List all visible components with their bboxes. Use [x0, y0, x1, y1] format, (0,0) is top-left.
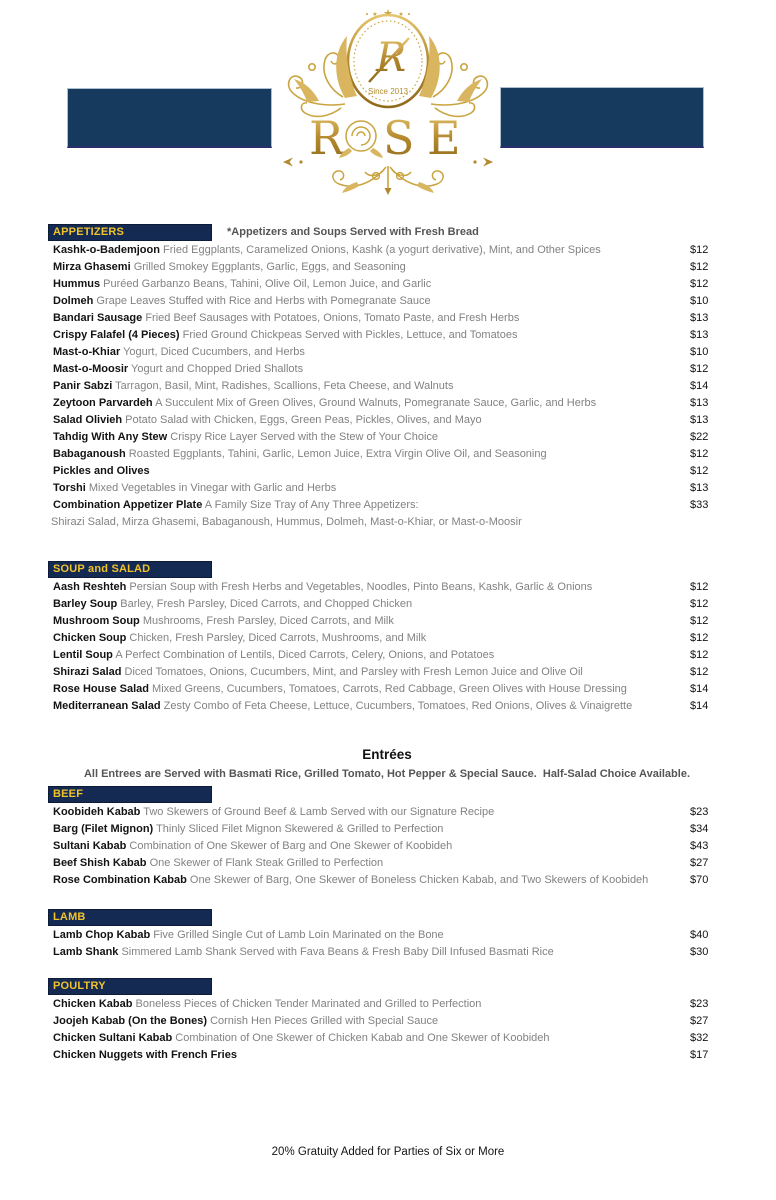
- wordmark-letter-e: E: [427, 111, 461, 165]
- menu-item-text: [48, 855, 690, 872]
- menu-item: [48, 698, 726, 715]
- menu-item-price: $27: [690, 1015, 709, 1027]
- section-beef: [48, 786, 726, 889]
- section-lamb: [48, 909, 726, 961]
- section-label: BEEF: [53, 788, 84, 800]
- menu-item-text: [48, 429, 690, 446]
- menu-item-description: Fried Beef Sausages with Potatoes, Onions, Tomato Paste, and Fresh Herbs: [142, 312, 520, 324]
- section-header-beef: [48, 786, 212, 803]
- menu-item-price: $17: [690, 1049, 709, 1061]
- menu-item: [48, 664, 726, 681]
- menu-item-description: One Skewer of Flank Steak Grilled to Perfection: [146, 857, 384, 869]
- flourish-bottom: [333, 166, 443, 195]
- menu-item-price: $10: [690, 346, 709, 358]
- menu-item-name: Sultani Kabab: [53, 840, 127, 852]
- entrees-heading: [48, 746, 726, 783]
- menu-item-text: [48, 944, 690, 961]
- appetizers-items: [48, 242, 726, 531]
- menu-item: [48, 1047, 726, 1064]
- section-header-poultry: [48, 978, 212, 995]
- menu-item-name: Chicken Sultani Kabab: [53, 1032, 173, 1044]
- soup-and-salad-items: [48, 579, 726, 715]
- menu-item-description: Grape Leaves Stuffed with Rice and Herbs with Pomegranate Sauce: [93, 295, 431, 307]
- menu-item-name: Beef Shish Kabab: [53, 857, 147, 869]
- flourish-right: [419, 36, 487, 116]
- menu-item-price: $12: [690, 649, 709, 661]
- header-right-navy-bar: [500, 87, 704, 148]
- monogram-emblem: [348, 15, 428, 107]
- menu-item-description: Fried Ground Chickpeas Served with Pickles, Lettuce, and Tomatoes: [179, 329, 518, 341]
- menu-item: [48, 1013, 726, 1030]
- menu-item: [48, 1030, 726, 1047]
- menu-item: [48, 276, 726, 293]
- wordmark-letter-r: R: [309, 111, 344, 165]
- menu-item-description: A Family Size Tray of Any Three Appetizers:: [202, 499, 419, 511]
- menu-item: [48, 327, 726, 344]
- menu-item-description: Simmered Lamb Shank Served with Fava Beans & Fresh Baby Dill Infused Basmati Rice: [118, 946, 554, 958]
- section-label: POULTRY: [53, 980, 106, 992]
- menu-item-text: [48, 613, 690, 630]
- menu-item-price: $12: [690, 632, 709, 644]
- menu-item-price: $12: [690, 244, 709, 256]
- menu-item-name: Pickles and Olives: [53, 465, 150, 477]
- section-label: SOUP and SALAD: [53, 563, 151, 575]
- menu-item-text: [48, 259, 690, 276]
- menu-item-name: Shirazi Salad: [53, 666, 122, 678]
- header-left-navy-bar: [67, 88, 272, 148]
- menu-item: [48, 647, 726, 664]
- menu-item-name: Chicken Kabab: [53, 998, 133, 1010]
- menu-item-price: $40: [690, 929, 709, 941]
- wordmark-letter-s: S: [383, 111, 415, 165]
- menu-item-description: Mixed Vegetables in Vinegar with Garlic and Herbs: [85, 482, 337, 494]
- menu-item-description: Diced Tomatoes, Onions, Cucumbers, Mint, and Parsley with Fresh Lemon Juice and Olive Oil: [121, 666, 583, 678]
- menu-item-price: $34: [690, 823, 709, 835]
- menu-item: [48, 497, 726, 514]
- menu-item-name: Babaganoush: [53, 448, 126, 460]
- menu-item-price: $12: [690, 581, 709, 593]
- menu-item-price: $13: [690, 414, 709, 426]
- menu-item-price: $12: [690, 261, 709, 273]
- menu-item-price: $30: [690, 946, 709, 958]
- menu-item-text: [48, 446, 690, 463]
- lamb-items: [48, 927, 726, 961]
- menu-item-name: Hummus: [53, 278, 101, 290]
- menu-item: [48, 579, 726, 596]
- menu-item-price: $70: [690, 874, 709, 886]
- rose-wordmark: [309, 111, 461, 165]
- menu-item-text: [48, 497, 690, 514]
- flourish-left: [289, 36, 357, 116]
- menu-item: [48, 412, 726, 429]
- menu-item-text: [48, 344, 690, 361]
- menu-item-description: Mixed Greens, Cucumbers, Tomatoes, Carrots, Red Cabbage, Green Olives with House Dressing: [148, 683, 627, 695]
- menu-item-text: [48, 1030, 690, 1047]
- menu-item-name: Panir Sabzi: [53, 380, 113, 392]
- menu-item-description: Fried Eggplants, Caramelized Onions, Kashk (a yogurt derivative), Mint, and Other Spices: [159, 244, 601, 256]
- menu-item-text: [48, 630, 690, 647]
- rose-flower-icon: [339, 121, 383, 158]
- menu-item-price: $43: [690, 840, 709, 852]
- menu-item: [48, 310, 726, 327]
- menu-item: [48, 927, 726, 944]
- menu-item-name: Torshi: [53, 482, 86, 494]
- menu-item-text: [48, 872, 690, 889]
- menu-item-description: One Skewer of Barg, One Skewer of Boneless Chicken Kabab, and Two Skewers of Koobideh: [186, 874, 649, 886]
- menu-item-text: [48, 395, 690, 412]
- menu-item-description: Roasted Eggplants, Tahini, Garlic, Lemon Juice, Extra Virgin Olive Oil, and Seasoning: [125, 448, 547, 460]
- menu-item-price: $32: [690, 1032, 709, 1044]
- menu-item-description: Chicken, Fresh Parsley, Diced Carrots, Mushrooms, and Milk: [126, 632, 427, 644]
- menu-item-text: [48, 838, 690, 855]
- menu-item-description: Puréed Garbanzo Beans, Tahini, Olive Oil, Lemon Juice, and Garlic: [100, 278, 432, 290]
- menu-item-text: [48, 821, 690, 838]
- menu-item-price: $13: [690, 482, 709, 494]
- menu-item: [48, 613, 726, 630]
- appetizers-bread-note: *Appetizers and Soups Served with Fresh Bread: [227, 226, 479, 238]
- menu-item-description: Five Grilled Single Cut of Lamb Loin Marinated on the Bone: [150, 929, 444, 941]
- menu-item-price: $10: [690, 295, 709, 307]
- menu-item-name: Joojeh Kabab (On the Bones): [53, 1015, 208, 1027]
- menu-item-name: Zeytoon Parvardeh: [53, 397, 153, 409]
- menu-item: [48, 429, 726, 446]
- menu-item-price: $13: [690, 329, 709, 341]
- menu-item-price: $14: [690, 380, 709, 392]
- menu-item-name: Lamb Chop Kabab: [53, 929, 151, 941]
- menu-item-name: Mediterranean Salad: [53, 700, 161, 712]
- menu-item-description: Zesty Combo of Feta Cheese, Lettuce, Cucumbers, Tomatoes, Red Onions, Olives & Vinaigrette: [160, 700, 633, 712]
- menu-item-description: Tarragon, Basil, Mint, Radishes, Scallions, Feta Cheese, and Walnuts: [112, 380, 454, 392]
- menu-item-description: Grilled Smokey Eggplants, Garlic, Eggs, and Seasoning: [130, 261, 406, 273]
- since-text: Since 2013: [367, 87, 409, 96]
- menu-item-name: Barley Soup: [53, 598, 118, 610]
- menu-item: [48, 681, 726, 698]
- menu-item-name: Tahdig With Any Stew: [53, 431, 168, 443]
- svg-text:★: ★: [398, 11, 404, 18]
- menu-item: [48, 996, 726, 1013]
- menu-item-price: $12: [690, 363, 709, 375]
- menu-item-text: [48, 293, 690, 310]
- menu-item-description: Persian Soup with Fresh Herbs and Vegetables, Noodles, Pinto Beans, Kashk, Garlic & Onions: [126, 581, 593, 593]
- menu-item: [48, 480, 726, 497]
- menu-item-description: Potato Salad with Chicken, Eggs, Green Peas, Pickles, Olives, and Mayo: [122, 414, 482, 426]
- monogram-letter: R: [375, 35, 407, 81]
- menu-item-text: [48, 579, 690, 596]
- section-poultry: [48, 978, 726, 1064]
- menu-item-description: Combination of One Skewer of Chicken Kabab and One Skewer of Koobideh: [172, 1032, 550, 1044]
- menu-item-text: [48, 327, 690, 344]
- entrees-title: Entrées: [362, 747, 412, 762]
- menu-item-description: Yogurt, Diced Cucumbers, and Herbs: [120, 346, 305, 358]
- appetizers-header-row: [48, 224, 726, 241]
- menu-item-name: Rose Combination Kabab: [53, 874, 187, 886]
- menu-item-price: $12: [690, 615, 709, 627]
- menu-item-text: [48, 412, 690, 429]
- menu-item-description: Boneless Pieces of Chicken Tender Marinated and Grilled to Perfection: [132, 998, 482, 1010]
- menu-item-name: Barg (Filet Mignon): [53, 823, 154, 835]
- menu-item-description: Thinly Sliced Filet Mignon Skewered & Grilled to Perfection: [153, 823, 444, 835]
- menu-item-text: [48, 276, 690, 293]
- section-label: LAMB: [53, 911, 86, 923]
- menu-item-name: Crispy Falafel (4 Pieces): [53, 329, 180, 341]
- menu-item-price: $14: [690, 700, 709, 712]
- section-header-lamb: [48, 909, 212, 926]
- menu-item-description: A Succulent Mix of Green Olives, Ground Walnuts, Pomegranate Sauce, Garlic, and Herbs: [152, 397, 597, 409]
- menu-item-text: [48, 698, 690, 715]
- menu-item-price: $12: [690, 666, 709, 678]
- menu-item-text: [48, 927, 690, 944]
- menu-item-price: $12: [690, 448, 709, 460]
- menu-item-text: [48, 310, 690, 327]
- menu-item-description: Combination of One Skewer of Barg and One Skewer of Koobideh: [126, 840, 453, 852]
- rose-logo-graphic: [281, 4, 495, 196]
- menu-item: [48, 259, 726, 276]
- menu-item-description: Mushrooms, Fresh Parsley, Diced Carrots, and Milk: [139, 615, 394, 627]
- menu-item: [48, 630, 726, 647]
- section-label: APPETIZERS: [53, 226, 125, 238]
- menu-item-description: Barley, Fresh Parsley, Diced Carrots, and Chopped Chicken: [117, 598, 413, 610]
- menu-item-name: Kashk-o-Bademjoon: [53, 244, 160, 256]
- menu-item-price: $23: [690, 998, 709, 1010]
- menu-item-name: Aash Reshteh: [53, 581, 127, 593]
- menu-item-text: [48, 1047, 690, 1064]
- menu-item-price: $22: [690, 431, 709, 443]
- menu-item-text: [48, 681, 690, 698]
- poultry-items: [48, 996, 726, 1064]
- menu-content: [0, 224, 776, 1064]
- menu-item-name: Dolmeh: [53, 295, 94, 307]
- menu-item-name: Mast-o-Moosir: [53, 363, 129, 375]
- menu-item: [48, 344, 726, 361]
- menu-item-text: [48, 1013, 690, 1030]
- beef-items: [48, 804, 726, 889]
- menu-item-price: $12: [690, 598, 709, 610]
- menu-item: [48, 821, 726, 838]
- menu-item-price: $14: [690, 683, 709, 695]
- menu-item: [48, 596, 726, 613]
- menu-item-price: $13: [690, 312, 709, 324]
- menu-item: [48, 855, 726, 872]
- section-appetizers: [48, 224, 726, 531]
- menu-item-text: [48, 361, 690, 378]
- menu-item: [48, 838, 726, 855]
- svg-text:★: ★: [383, 7, 393, 20]
- menu-item-name: Chicken Soup: [53, 632, 127, 644]
- menu-item-name: Lamb Shank: [53, 946, 119, 958]
- menu-item-text: [48, 996, 690, 1013]
- gratuity-note: 20% Gratuity Added for Parties of Six or More: [271, 1146, 505, 1158]
- menu-item: [48, 804, 726, 821]
- menu-item-name: Combination Appetizer Plate: [53, 499, 203, 511]
- section-header-appetizers: [48, 224, 212, 241]
- menu-item: [48, 944, 726, 961]
- menu-item: [48, 361, 726, 378]
- menu-item: [48, 378, 726, 395]
- menu-item-description: A Perfect Combination of Lentils, Diced Carrots, Celery, Onions, and Potatoes: [112, 649, 495, 661]
- menu-item-description: Cornish Hen Pieces Grilled with Special Sauce: [207, 1015, 439, 1027]
- menu-item: [48, 242, 726, 259]
- menu-item: [48, 446, 726, 463]
- menu-item-description: Two Skewers of Ground Beef & Lamb Served with our Signature Recipe: [140, 806, 495, 818]
- menu-item-price: $33: [690, 499, 709, 511]
- menu-item-price: $13: [690, 397, 709, 409]
- rose-logo: [281, 4, 495, 196]
- menu-item-price: $12: [690, 278, 709, 290]
- menu-item-name: Koobideh Kabab: [53, 806, 141, 818]
- menu-item-price: $23: [690, 806, 709, 818]
- menu-item-name: Rose House Salad: [53, 683, 149, 695]
- menu-item: [48, 463, 726, 480]
- entrees-subtitle: All Entrees are Served with Basmati Rice, Grilled Tomato, Hot Pepper & Special Sauce. Half-Salad Choice Available.: [83, 768, 690, 780]
- menu-item-text: [48, 378, 690, 395]
- menu-item-name: Mirza Ghasemi: [53, 261, 131, 273]
- menu-item-name: Mast-o-Khiar: [53, 346, 121, 358]
- menu-item: [48, 293, 726, 310]
- menu-item-name: Bandari Sausage: [53, 312, 143, 324]
- menu-item-text: [48, 242, 690, 259]
- menu-item-text: [48, 804, 690, 821]
- menu-item-text: [48, 463, 690, 480]
- menu-item-name: Lentil Soup: [53, 649, 113, 661]
- menu-item: [48, 395, 726, 412]
- menu-item: [48, 872, 726, 889]
- menu-item-name: Mushroom Soup: [53, 615, 140, 627]
- menu-item-text: [48, 664, 690, 681]
- menu-item-text: [48, 596, 690, 613]
- menu-item-price: $27: [690, 857, 709, 869]
- menu-item-extra: Shirazi Salad, Mirza Ghasemi, Babaganoush, Hummus, Dolmeh, Mast-o-Khiar, or Mast-o-Moosir: [51, 516, 522, 528]
- menu-item-description: Yogurt and Chopped Dried Shallots: [128, 363, 304, 375]
- section-soup-and-salad: [48, 561, 726, 715]
- menu-item-price: $12: [690, 465, 709, 477]
- section-header-soup-and-salad: [48, 561, 212, 578]
- menu-item-text: [48, 647, 690, 664]
- menu-item-name: Salad Olivieh: [53, 414, 123, 426]
- svg-text:★: ★: [372, 11, 378, 18]
- menu-item-name: Chicken Nuggets with French Fries: [53, 1049, 237, 1061]
- menu-item-text: [48, 480, 690, 497]
- menu-item-description: Crispy Rice Layer Served with the Stew of Your Choice: [167, 431, 439, 443]
